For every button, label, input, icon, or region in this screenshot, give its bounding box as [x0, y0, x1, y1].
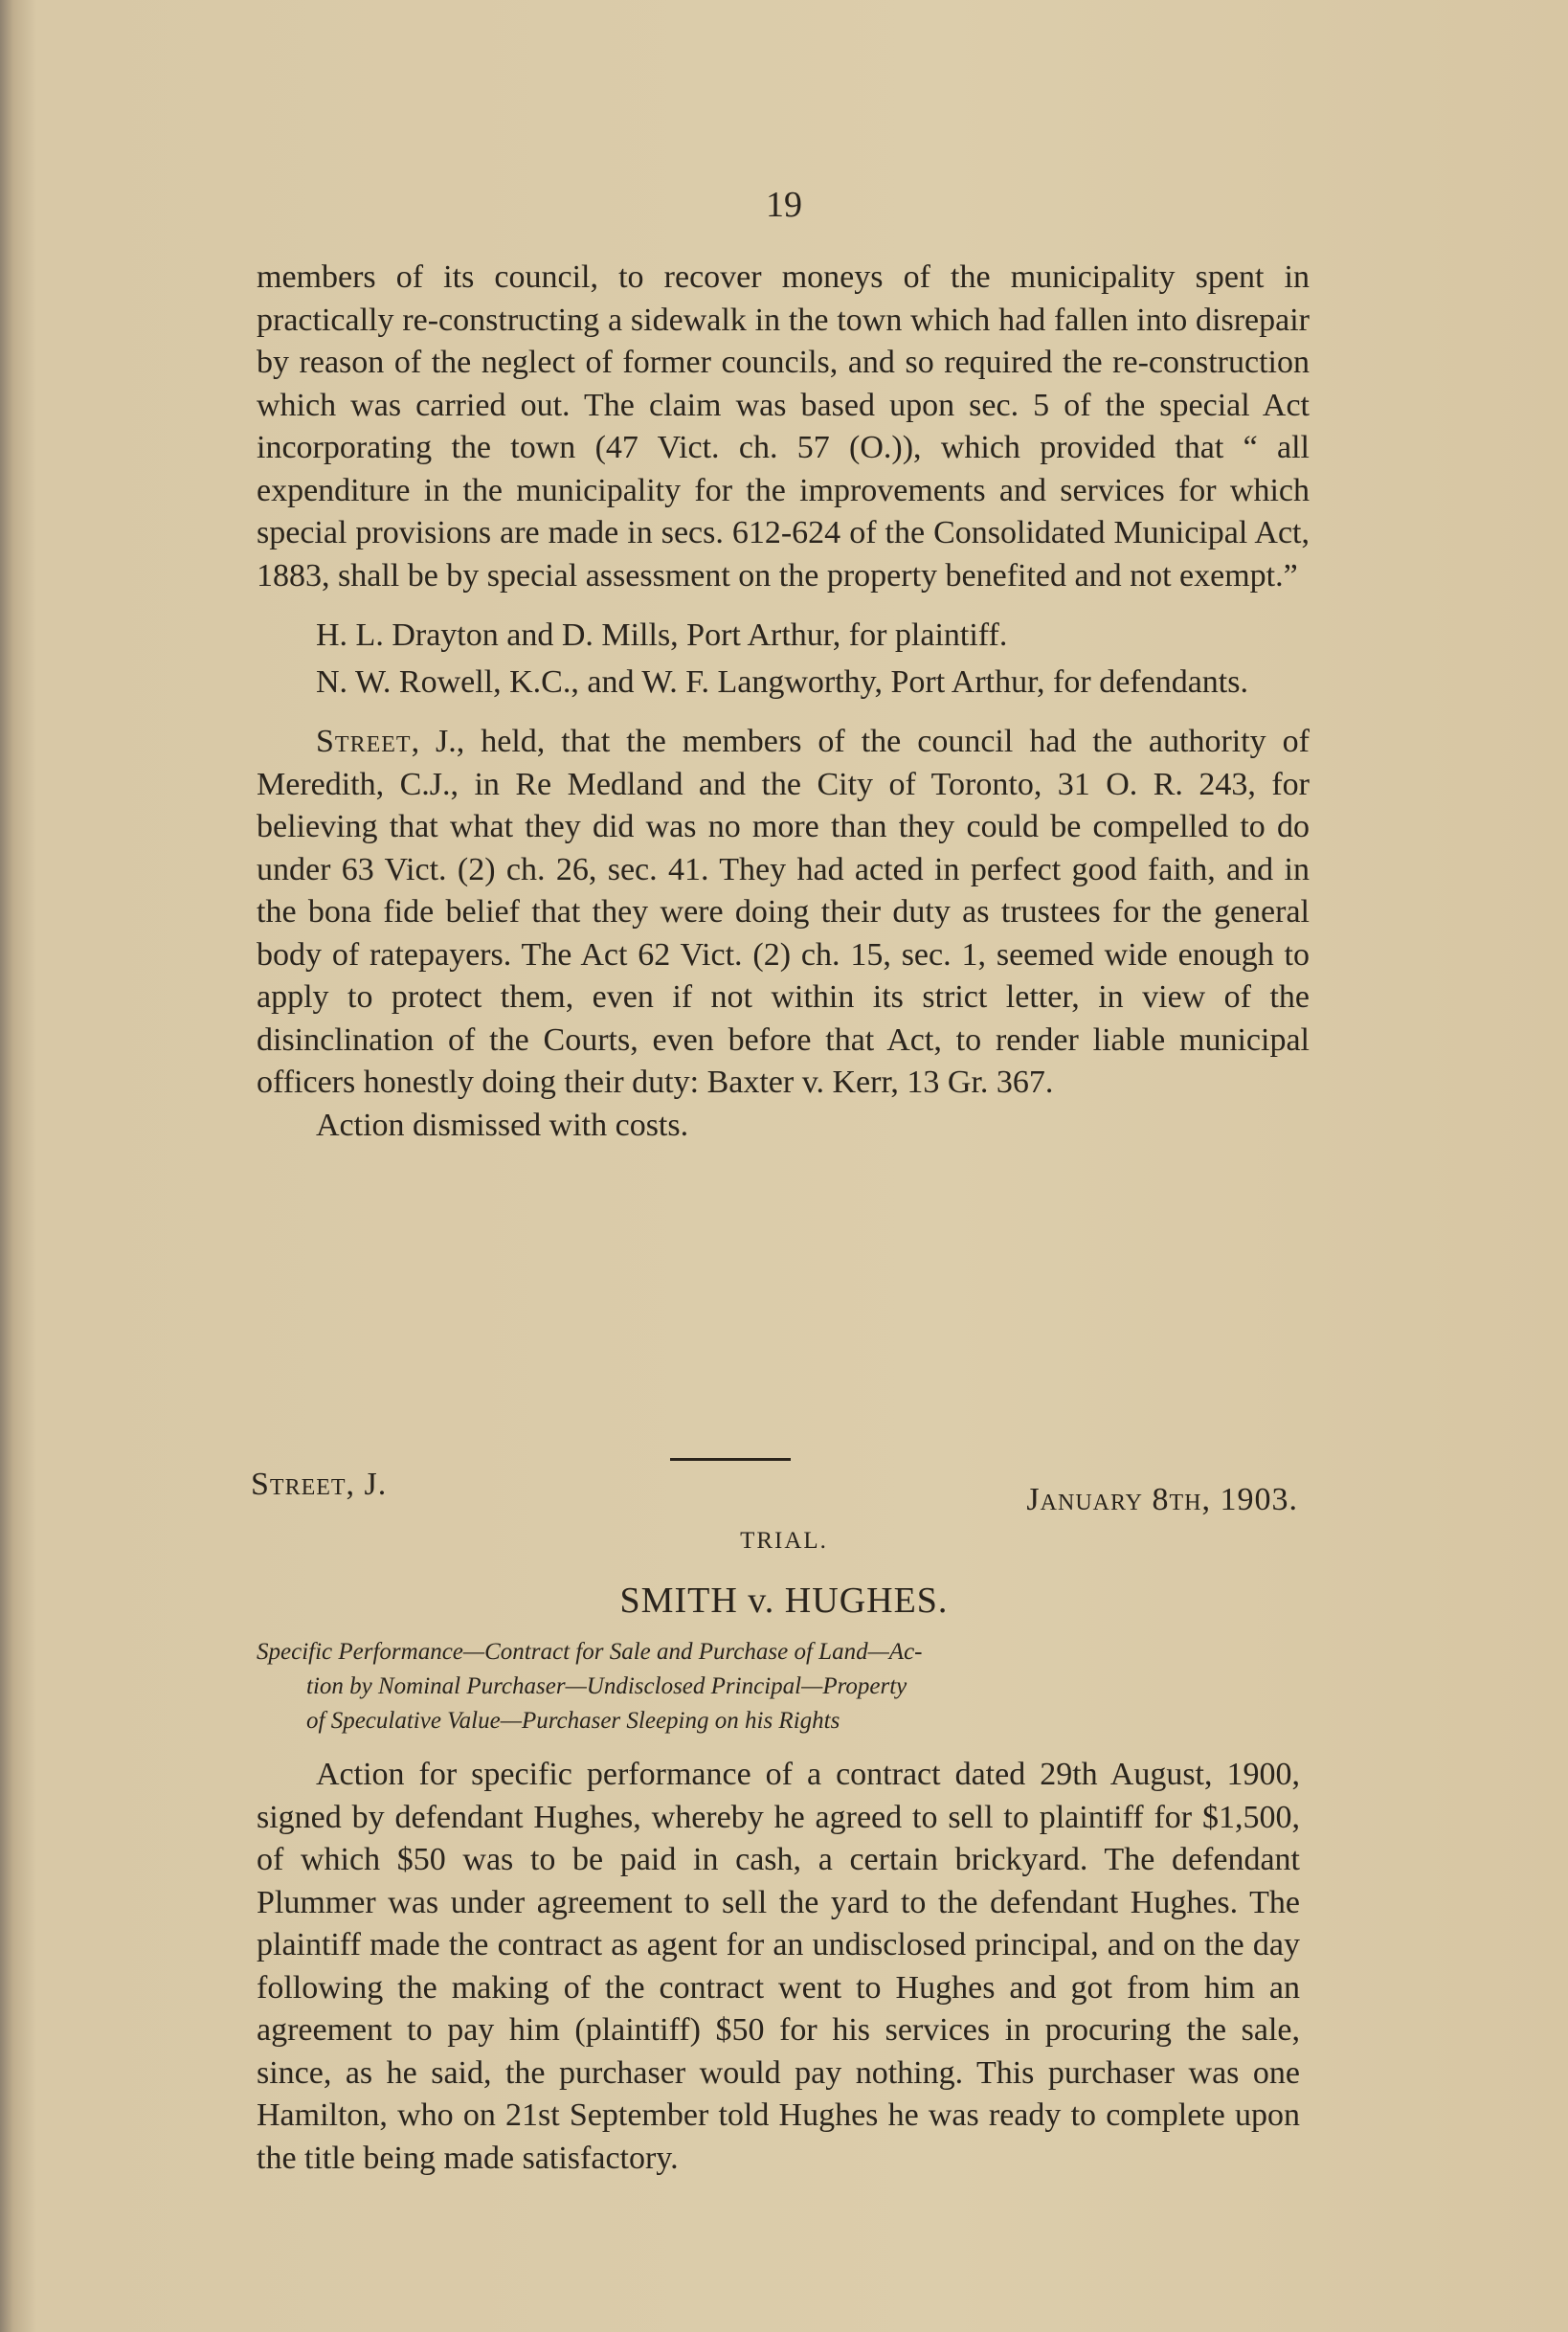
headnote — [257, 1635, 1310, 1738]
next-case-date: January 8th, 1903. — [1026, 1482, 1298, 1517]
counsel-defendants: N. W. Rowell, K.C., and W. F. Langworthy, Port Arthur, for defendants. — [316, 663, 1248, 700]
next-case-type: TRIAL. — [740, 1528, 828, 1554]
counsel-plaintiff: H. L. Drayton and D. Mills, Port Arthur, for plaintiff. — [316, 617, 1008, 653]
upper-text-block — [257, 257, 1310, 1147]
case-summary-paragraph: members of its council, to recover moneys of the municipality spent in practically re-constructing a sidewalk in the town which had fallen into disrepair by reason of the neglect of former councils, and so required the re-construction which was carried out. The claim was based upon sec. 5 of the special Act incorporating the town (47 Vict. ch. 57 (O.)), which provided that “ all expenditure in the municipality for the improvements and services for which special provisions are made in secs. 612-624 of the Consolidated Municipal Act, 1883, shall be by special assessment on the property benefited and not exempt.” — [257, 259, 1310, 594]
page-number: 19 — [766, 185, 802, 225]
judgment-text: , J., held, that the members of the council had the authority of Meredith, C.J., in Re Medland and the City of Toronto, 31 O. R. 243, for believing that what they did was no more than they could be compelled to do under 63 Vict. (2) ch. 26, sec. 41. They had acted in perfect good faith, and in the bona fide belief that they were doing their duty as trustees for the general body of ratepayers. The Act 62 Vict. (2) ch. 15, sec. 1, seemed wide enough to apply to protect them, even if not within its strict letter, in view of the disinclination of the Courts, even before that Act, to render liable municipal officers honestly doing their duty: Baxter v. Kerr, 13 Gr. 367. — [257, 724, 1310, 1100]
lower-text-block — [257, 1754, 1300, 2180]
judge-name: Street — [316, 724, 412, 759]
section-divider — [670, 1458, 791, 1461]
headnote-line: tion by Nominal Purchaser—Undisclosed Principal—Property — [306, 1673, 907, 1699]
next-case-judge: Street, J. — [251, 1467, 388, 1502]
disposition: Action dismissed with costs. — [316, 1107, 689, 1143]
judgment-paragraph — [257, 721, 1310, 1105]
headnote-line: Specific Performance—Contract for Sale and Purchase of Land—Ac- — [257, 1639, 923, 1665]
next-case-title: SMITH v. HUGHES. — [619, 1581, 949, 1621]
next-case-body: Action for specific performance of a contract dated 29th August, 1900, signed by defendant Hughes, whereby he agreed to sell to plaintiff for $1,500, of which $50 was to be paid in cash, a certain brickyard. The defendant Plummer was under agreement to sell the yard to the defendant Hughes. The plaintiff made the contract as agent for an undisclosed principal, and on the day following the making of the contract went to Hughes and got from him an agreement to pay him (plaintiff) $50 for his services in procuring the sale, since, as he said, the purchaser would pay nothing. This purchaser was one Hamilton, who on 21st September told Hughes he was ready to complete upon the title being made satisfactory. — [257, 1757, 1300, 2176]
headnote-line: of Speculative Value—Purchaser Sleeping on his Rights — [306, 1708, 840, 1734]
